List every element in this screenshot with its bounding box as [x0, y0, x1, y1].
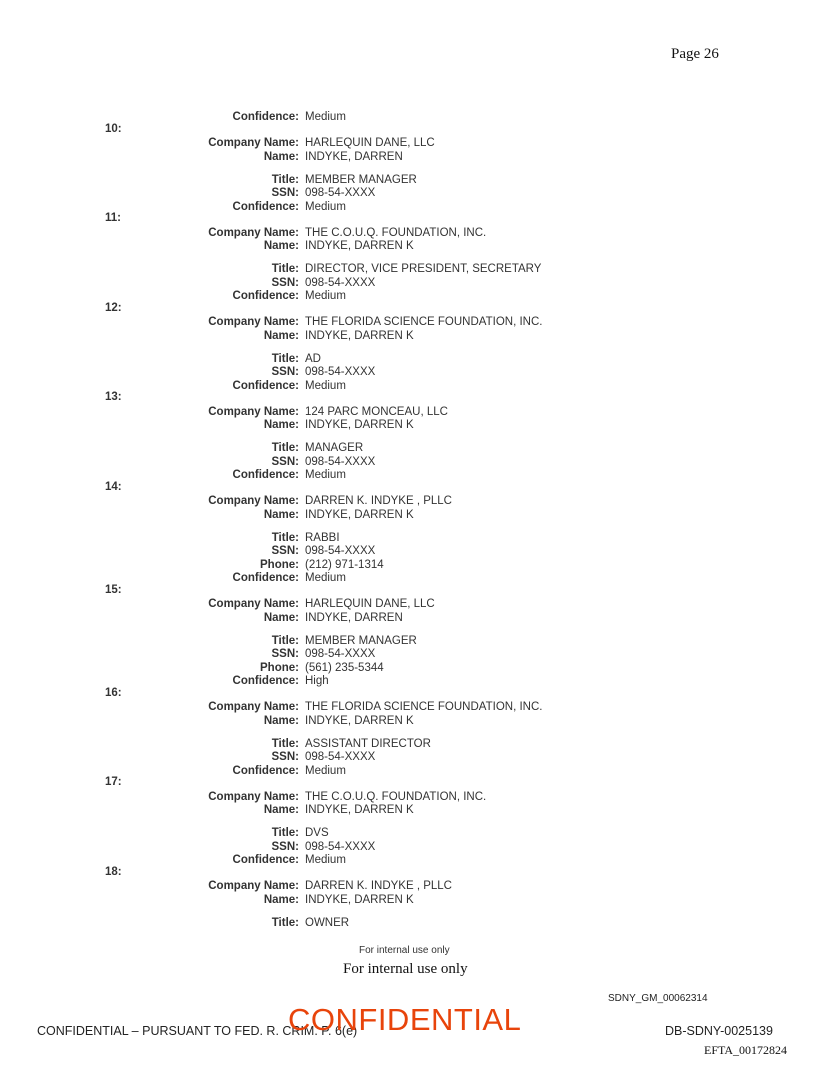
field-row — [0, 572, 816, 586]
field-label: Name: — [263, 150, 299, 163]
field-label: Title: — [271, 634, 299, 647]
field-value: 098-54-XXXX — [305, 366, 376, 378]
field-row — [0, 353, 816, 367]
field-label: Confidence: — [232, 572, 299, 584]
field-label: SSN: — [271, 276, 299, 289]
efta-number: EFTA_00172824 — [704, 1043, 788, 1057]
field-value: High — [305, 675, 329, 687]
field-row — [0, 662, 816, 676]
field-label: Company Name: — [208, 880, 299, 892]
field-label: Confidence: — [232, 675, 299, 687]
field-label: Name: — [263, 804, 299, 816]
field-label: Title: — [271, 352, 299, 365]
confidentiality-notice: CONFIDENTIAL – PURSUANT TO FED. R. CRIM. P. 6(e) — [37, 1024, 358, 1038]
field-row — [0, 366, 816, 380]
field-value: HARLEQUIN DANE, LLC — [305, 137, 435, 149]
field-row — [0, 380, 816, 394]
field-label: Confidence: — [232, 854, 299, 866]
field-value: INDYKE, DARREN K — [305, 240, 414, 252]
field-row — [0, 227, 816, 241]
field-value: Medium — [305, 469, 346, 481]
field-value: Medium — [305, 200, 346, 213]
field-row — [0, 277, 816, 291]
field-row — [0, 545, 816, 559]
field-value: 124 PARC MONCEAU, LLC — [305, 405, 448, 418]
field-row — [0, 598, 816, 612]
record-number: 16: — [105, 686, 122, 699]
field-row — [0, 151, 816, 165]
field-label: Company Name: — [208, 137, 299, 149]
field-value: HARLEQUIN DANE, LLC — [305, 598, 435, 610]
field-row — [0, 894, 816, 908]
field-value: 098-54-XXXX — [305, 648, 376, 660]
field-row — [0, 738, 816, 752]
field-label: Name: — [263, 508, 299, 521]
field-value: INDYKE, DARREN K — [305, 804, 414, 816]
field-value: THE FLORIDA SCIENCE FOUNDATION, INC. — [305, 316, 543, 328]
field-row — [0, 187, 816, 201]
field-value: DARREN K. INDYKE , PLLC — [305, 880, 452, 892]
field-label: Company Name: — [208, 226, 299, 239]
field-row — [0, 804, 816, 818]
field-value: Medium — [305, 572, 346, 584]
field-row — [0, 201, 816, 215]
confidential-stamp: CONFIDENTIAL — [288, 1002, 522, 1037]
block-spacer — [0, 625, 816, 635]
field-value: (212) 971-1314 — [305, 558, 384, 571]
field-row — [0, 675, 816, 689]
field-row — [0, 827, 816, 841]
field-value: DIRECTOR, VICE PRESIDENT, SECRETARY — [305, 263, 542, 275]
field-value: AD — [305, 352, 321, 365]
record-number-row — [0, 865, 816, 881]
field-label: SSN: — [271, 187, 299, 199]
field-value: Medium — [305, 111, 346, 123]
block-spacer — [0, 522, 816, 532]
record-number-row — [0, 214, 816, 227]
field-row — [0, 263, 816, 277]
records-list — [0, 111, 816, 930]
field-label: Title: — [271, 827, 299, 839]
field-row — [0, 765, 816, 779]
field-row — [0, 751, 816, 765]
field-label: Title: — [271, 737, 299, 750]
field-row — [0, 509, 816, 523]
field-label: Company Name: — [208, 405, 299, 418]
field-label: SSN: — [271, 840, 299, 853]
field-row — [0, 469, 816, 483]
field-value: MEMBER MANAGER — [305, 634, 417, 647]
field-label: SSN: — [271, 751, 299, 763]
field-label: Name: — [263, 714, 299, 727]
field-value: DARREN K. INDYKE , PLLC — [305, 495, 452, 507]
field-label: Phone: — [260, 558, 299, 571]
field-row — [0, 917, 816, 931]
field-value: INDYKE, DARREN K — [305, 714, 414, 727]
field-label: Title: — [271, 531, 299, 544]
field-value: MANAGER — [305, 442, 364, 454]
field-label: Title: — [271, 263, 299, 275]
field-label: Title: — [271, 173, 299, 186]
field-row — [0, 701, 816, 715]
record-number: 11: — [105, 212, 121, 224]
field-value: (561) 235-5344 — [305, 661, 384, 674]
field-label: Confidence: — [232, 200, 299, 213]
field-value: Medium — [305, 764, 346, 777]
record-number-row — [0, 122, 816, 138]
record-number: 18: — [105, 865, 122, 878]
field-row — [0, 648, 816, 662]
field-value: Medium — [305, 379, 346, 392]
record-number-row — [0, 583, 816, 599]
field-row — [0, 137, 816, 151]
field-row — [0, 854, 816, 868]
record-number: 10: — [105, 122, 122, 135]
block-spacer — [0, 164, 816, 174]
field-label: Name: — [263, 611, 299, 624]
field-value: INDYKE, DARREN K — [305, 508, 414, 521]
field-value: ASSISTANT DIRECTOR — [305, 737, 431, 750]
field-row — [0, 612, 816, 626]
field-value: 098-54-XXXX — [305, 276, 376, 289]
field-row — [0, 841, 816, 855]
record-number: 17: — [105, 776, 122, 788]
field-label: Title: — [271, 916, 299, 929]
field-label: Confidence: — [232, 764, 299, 777]
field-row — [0, 419, 816, 433]
field-value: RABBI — [305, 531, 340, 544]
field-value: MEMBER MANAGER — [305, 173, 417, 186]
field-value: Medium — [305, 854, 346, 866]
field-row — [0, 532, 816, 546]
field-value: DVS — [305, 827, 329, 839]
record-number-row — [0, 480, 816, 496]
field-label: Name: — [263, 893, 299, 906]
record-number-row — [0, 393, 816, 406]
field-value: THE FLORIDA SCIENCE FOUNDATION, INC. — [305, 701, 543, 713]
block-spacer — [0, 728, 816, 738]
field-row — [0, 406, 816, 420]
field-value: 098-54-XXXX — [305, 187, 376, 199]
field-label: Company Name: — [208, 598, 299, 610]
field-value: INDYKE, DARREN K — [305, 329, 414, 342]
page-number: Page 26 — [671, 46, 719, 62]
record-number: 12: — [105, 301, 122, 314]
internal-use-note: For internal use only — [343, 961, 468, 977]
field-row — [0, 635, 816, 649]
field-label: Company Name: — [208, 316, 299, 328]
field-label: Confidence: — [232, 469, 299, 481]
field-label: Company Name: — [208, 701, 299, 713]
field-row — [0, 330, 816, 344]
field-row — [0, 316, 816, 330]
internal-use-note-small-text: For internal use only — [359, 945, 450, 956]
field-value: INDYKE, DARREN — [305, 611, 403, 624]
field-value: OWNER — [305, 916, 350, 929]
field-label: Confidence: — [232, 111, 299, 123]
field-row — [0, 174, 816, 188]
field-value: THE C.O.U.Q. FOUNDATION, INC. — [305, 226, 487, 239]
record-number-row — [0, 301, 816, 317]
field-value: THE C.O.U.Q. FOUNDATION, INC. — [305, 790, 487, 803]
field-value: Medium — [305, 290, 346, 302]
block-spacer — [0, 254, 816, 264]
field-label: SSN: — [271, 545, 299, 557]
field-value: INDYKE, DARREN K — [305, 419, 414, 431]
field-row — [0, 111, 816, 125]
field-row — [0, 715, 816, 729]
field-label: Confidence: — [232, 290, 299, 302]
bates-number-db: DB-SDNY-0025139 — [665, 1024, 773, 1038]
block-spacer — [0, 907, 816, 917]
field-row — [0, 290, 816, 304]
field-value: INDYKE, DARREN — [305, 150, 403, 163]
block-spacer — [0, 433, 816, 443]
field-label: SSN: — [271, 648, 299, 660]
block-spacer — [0, 818, 816, 828]
field-value: 098-54-XXXX — [305, 840, 376, 853]
field-value: 098-54-XXXX — [305, 545, 376, 557]
record-number-row — [0, 778, 816, 791]
record-number-row — [0, 686, 816, 702]
field-row — [0, 240, 816, 254]
field-label: Title: — [271, 442, 299, 454]
field-label: Name: — [263, 240, 299, 252]
field-row — [0, 559, 816, 573]
field-label: SSN: — [271, 455, 299, 468]
field-row — [0, 880, 816, 894]
field-label: Confidence: — [232, 379, 299, 392]
field-label: SSN: — [271, 366, 299, 378]
field-row — [0, 791, 816, 805]
field-value: 098-54-XXXX — [305, 455, 376, 468]
record-number: 13: — [105, 391, 122, 403]
field-label: Name: — [263, 419, 299, 431]
block-spacer — [0, 343, 816, 353]
field-label: Company Name: — [208, 495, 299, 507]
field-row — [0, 495, 816, 509]
bates-number-gm: SDNY_GM_00062314 — [608, 993, 708, 1004]
field-value: 098-54-XXXX — [305, 751, 376, 763]
field-label: Name: — [263, 329, 299, 342]
field-label: Company Name: — [208, 790, 299, 803]
record-number: 14: — [105, 480, 122, 493]
record-number: 15: — [105, 583, 122, 596]
field-value: INDYKE, DARREN K — [305, 893, 414, 906]
field-row — [0, 456, 816, 470]
field-row — [0, 442, 816, 456]
field-label: Phone: — [260, 661, 299, 674]
